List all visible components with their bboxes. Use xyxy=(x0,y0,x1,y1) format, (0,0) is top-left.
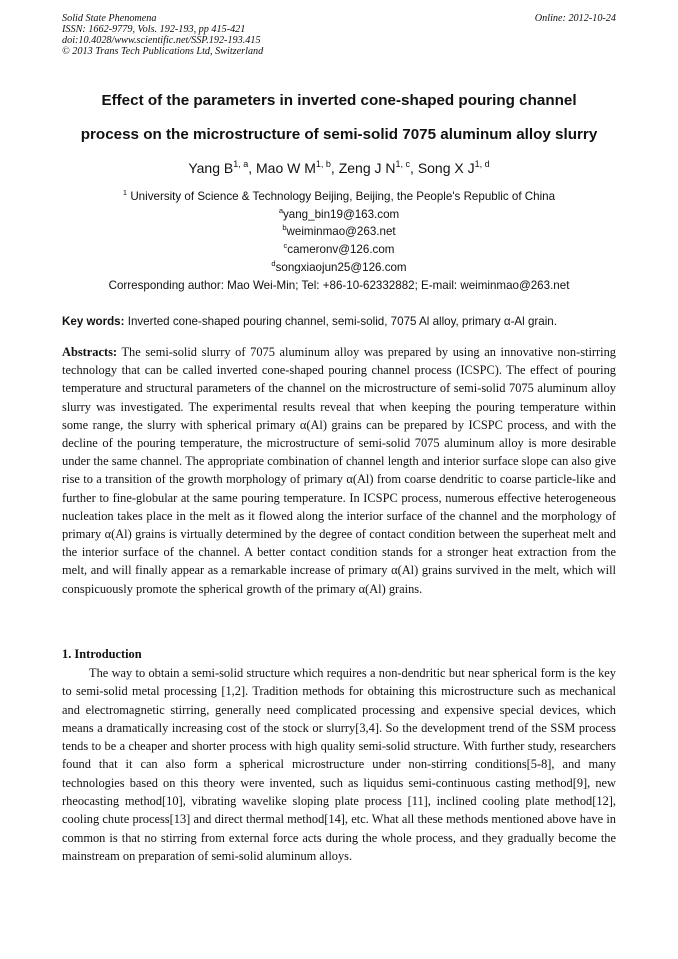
corresponding-author: Corresponding author: Mao Wei-Min; Tel: +86-10-62332882; E-mail: weiminmao@263.net xyxy=(108,279,570,292)
copyright-line: © 2013 Trans Tech Publications Ltd, Switzerland xyxy=(62,46,264,57)
email-a[interactable]: $^a$yang_bin19@163.com xyxy=(278,206,400,221)
doi-line[interactable]: doi:10.4028/www.scientific.net/SSP.192-193.415 xyxy=(62,35,261,46)
abstract-text: The semi-solid slurry of 7075 aluminum alloy was prepared by using an innovative non-stirring technology that can be called inverted cone-shaped pouring channel process (ICSPC). The effect of pouring temperature and structural parameters of the channel on the microstructure of semi-solid 7075 aluminum alloy slurry was investigated. The experimental results reveal that when keeping the pouring temperature within some range, the slurry with spherical primary α(Al) grains can be prepared by ICSPC process, and with the decline of the pouring temperature, the microstructure of semi-solid 7075 aluminum alloy is more desirable under the same channel. The appropriate combination of channel length and interior surface slope can also give rise to a transition of the growth morphology of primary α(Al) from coarse dendritic to coarse particle-like and further to fine-globular at the same pouring temperature. In ICSPC process, numerous effective heterogeneous nucleation takes place in the melt as it flowed along the interior surface of the channel and the morphology of primary α(Al) grains is virtually determined by the degree of contact condition between the superheat melt and the interior surface of the channel. A better contact condition stands for a stronger heat extraction from the melt, and will finally appear as a remarkable increase of primary α(Al) grains survived in the melt, which will conspicuously promote the spherical growth of the primary α(Al) grains. xyxy=(62,345,616,596)
author-name: Song X J xyxy=(417,160,475,176)
author-name: Mao W M xyxy=(256,160,316,176)
author-affiliation-mark: 1, d xyxy=(474,159,490,169)
author-list: Yang B$^{1, a}$, Mao W M$^{1, b}$, Zeng J N$^{1, c}$, Song X J$^{1, d}$ xyxy=(188,159,490,176)
paper-title-line-2: process on the microstructure of semi-solid 7075 aluminum alloy slurry xyxy=(80,126,598,143)
abstract xyxy=(62,343,616,598)
email-c[interactable]: $^c$cameronv@126.com xyxy=(283,241,395,256)
keywords xyxy=(62,315,618,328)
email-b[interactable]: $^b$weiminmao@263.net xyxy=(282,223,396,238)
author-affiliation-mark: 1, b xyxy=(315,159,331,169)
issn-line: ISSN: 1662-9779, Vols. 192-193, pp 415-421 xyxy=(62,24,246,35)
online-date: Online: 2012-10-24 xyxy=(534,13,616,24)
journal-name: Solid State Phenomena xyxy=(62,13,157,24)
affiliation-mark: 1 xyxy=(122,188,128,197)
email-d[interactable]: $^d$songxiaojun25@126.com xyxy=(271,259,407,274)
introduction-paragraph: The way to obtain a semi-solid structure which requires a non-dendritic but near spherical form is the key to semi-solid metal processing [1,2]. Tradition methods for obtaining this microstructure such as mechanical and electromagnetic stirring, generally need complicated processing and expensive special devices, which means a dramatically increasing cost of the stock or slurry[3,4]. So the development trend of the SSM process tends to be a cheaper and shorter process with high quality semi-solid structure. With further study, researchers found that it can also form a spherical microstructure under non-stirring conditions[5-8], and many technologies based on this theory were invented, such as liquidus semi-continuous casting method[9], new rheocasting method[10], vibrating wavelike sloping plate process [11], inclined cooling plate method[12], cooling chute process[13] and direct thermal method[14], etc. What all these methods mentioned above have in common is that no stirring from external force acts during the whole process, and they gradually become the mainstream on preparation of semi-solid aluminum alloys. xyxy=(62,666,616,863)
affiliation xyxy=(40,188,638,206)
author-affiliation-mark: 1, a xyxy=(233,159,249,169)
abstract-label: Abstracts: xyxy=(62,345,118,359)
keywords-label: Key words: xyxy=(62,315,125,328)
author-name: Yang B xyxy=(188,160,234,176)
affiliation-text: University of Science & Technology Beijing, Beijing, the People's Republic of China xyxy=(130,190,556,203)
author-affiliation-mark: 1, c xyxy=(395,159,411,169)
journal-header xyxy=(62,13,263,57)
section-heading-introduction: 1. Introduction xyxy=(62,647,142,661)
author-name: Zeng J N xyxy=(338,160,396,176)
paper-title-line-1: Effect of the parameters in inverted cone-shaped pouring channel xyxy=(101,92,577,109)
keywords-text: Inverted cone-shaped pouring channel, semi-solid, 7075 Al alloy, primary α-Al grain. xyxy=(124,315,557,328)
